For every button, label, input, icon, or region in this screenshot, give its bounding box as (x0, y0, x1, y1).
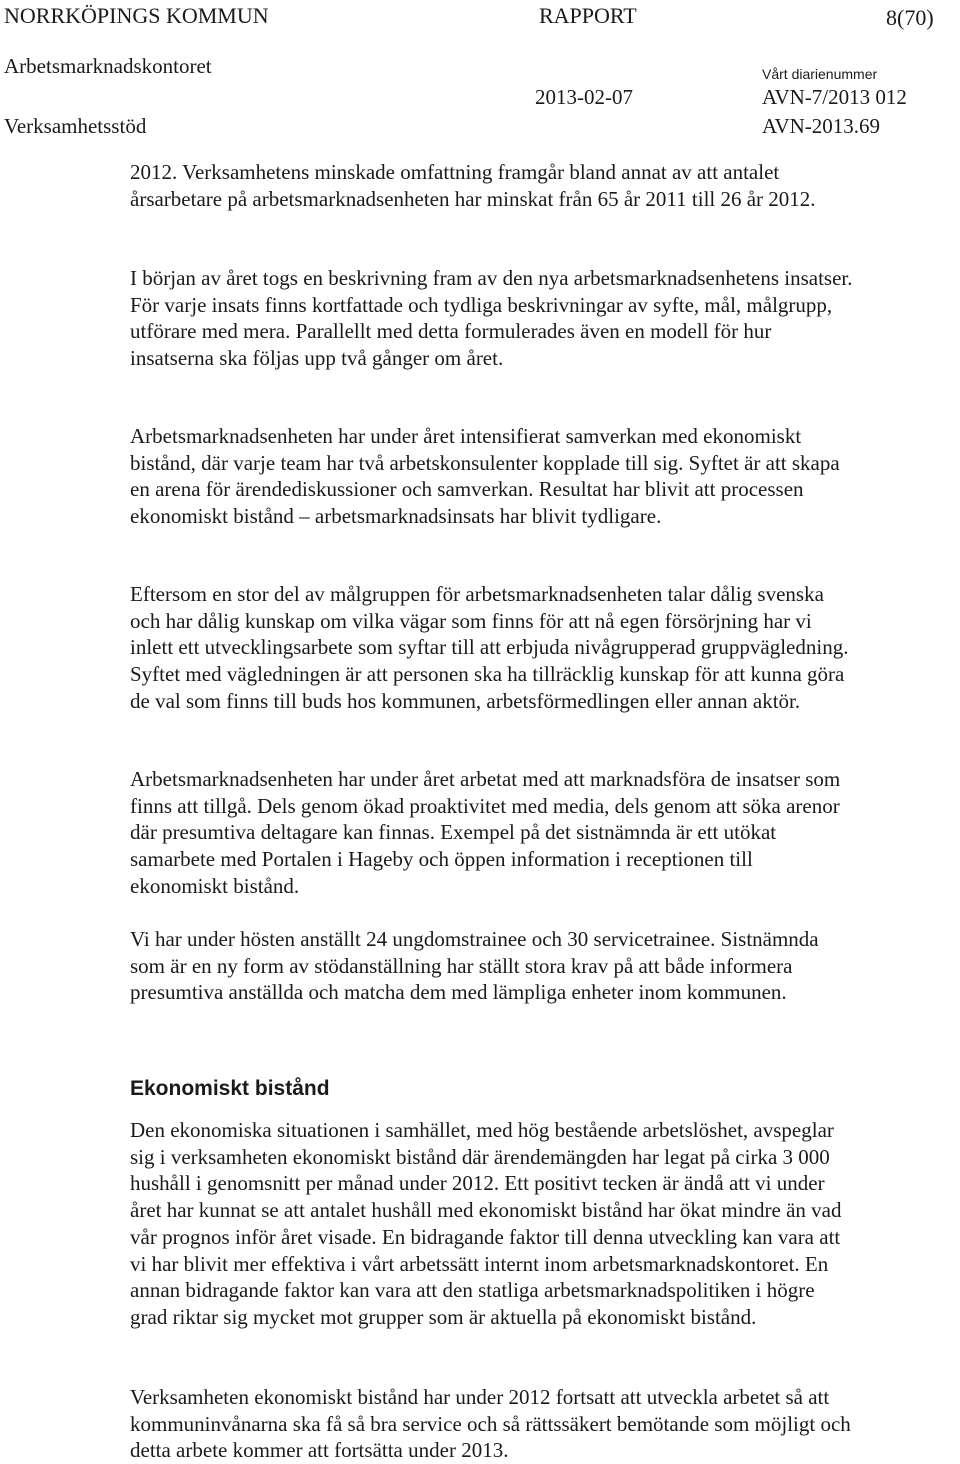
body-paragraph (130, 423, 855, 530)
paragraph-text: Vi har under hösten anställt 24 ungdomstrainee och 30 servicetrainee. Sistnämnda som är en ny form av stödanställning har ställt stora krav på att både informera presumtiva anställda och matcha dem med lämpliga enheter inom kommunen. (130, 927, 819, 1005)
document-type: RAPPORT (539, 3, 637, 28)
body-paragraph (130, 926, 855, 1006)
body-paragraph (130, 581, 855, 715)
paragraph-text: Den ekonomiska situationen i samhället, med hög bestående arbetslöshet, avspeglar sig i verksamheten ekonomiskt bistånd där ärendemängden har legat på cirka 3 000 hushåll i genomsnitt per månad under 2012. Ett positivt tecken är ändå att vi under året har kunnat se att antalet hushåll med ekonomiskt bistånd har ökat mindre än vad vår prognos inför året visade. En bidragande faktor till denna utveckling kan vara att vi har blivit mer effektiva i vårt arbetssätt internt inom arbetsmarknadskontoret. En annan bidragande faktor kan vara att den statliga arbetsmarknadspolitiken i högre grad riktar sig mycket mot grupper som är aktuella på ekonomiskt bistånd. (130, 1118, 842, 1329)
body-paragraph (130, 766, 855, 900)
paragraph-text: Arbetsmarknadsenheten har under året intensifierat samverkan med ekonomiskt bistånd, där varje team har två arbetskonsulenter kopplade till sig. Syftet är att skapa en arena för ärendediskussioner och samverkan. Resultat har blivit att processen ekonomiskt bistånd – arbetsmarknadsinsats har blivit tydligare. (130, 424, 840, 529)
paragraph-text: 2012. Verksamhetens minskade omfattning framgår bland annat av att antalet årsarbetare på arbetsmarknadsenheten har minskat från 65 år 2011 till 26 år 2012. (130, 160, 816, 211)
paragraph-text: I början av året togs en beskrivning fram av den nya arbetsmarknadsenhetens insatser. För varje insats finns kortfattade och tydliga beskrivningar av syfte, mål, målgrupp, utförare med mera. Parallellt med detta formulerades även en modell för hur insatserna ska följas upp två gånger om året. (130, 266, 853, 371)
department-name: Arbetsmarknadskontoret (4, 54, 212, 78)
section-paragraph (130, 1117, 855, 1331)
diarienummer-label: Vårt diarienummer (762, 66, 878, 82)
body-paragraph (130, 159, 855, 212)
reference-number-2: AVN-2013.69 (762, 114, 881, 138)
unit-name: Verksamhetsstöd (4, 114, 147, 138)
section-heading: Ekonomiskt bistånd (130, 1077, 330, 1100)
section-paragraph (130, 1384, 855, 1464)
page-number: 8(70) (886, 5, 934, 30)
reference-number-1: AVN-7/2013 012 (762, 85, 907, 109)
report-date: 2013-02-07 (535, 85, 633, 109)
organization-name: NORRKÖPINGS KOMMUN (4, 3, 269, 28)
paragraph-text: Verksamheten ekonomiskt bistånd har under 2012 fortsatt att utveckla arbetet så att kommuninvånarna ska få så bra service och så rättssäkert bemötande som möjligt och detta arbete kommer att fortsätta under 2013. (130, 1385, 851, 1463)
body-paragraph (130, 265, 855, 372)
paragraph-text: Arbetsmarknadsenheten har under året arbetat med att marknadsföra de insatser som finns att tillgå. Dels genom ökad proaktivitet med media, dels genom att söka arenor där presumtiva deltagare kan finnas. Exempel på det sistnämnda är ett utökat samarbete med Portalen i Hageby och öppen information i receptionen till ekonomiskt bistånd. (130, 767, 841, 898)
paragraph-text: Eftersom en stor del av målgruppen för arbetsmarknadsenheten talar dålig svenska och har dålig kunskap om vilka vägar som finns för att nå egen försörjning har vi inlett ett utvecklingsarbete som syftar till att erbjuda nivågrupperad gruppvägledning. Syftet med vägledningen är att personen ska ha tillräcklig kunskap för att kunna göra de val som finns till buds hos kommunen, arbetsförmedlingen eller annan aktör. (130, 582, 849, 713)
